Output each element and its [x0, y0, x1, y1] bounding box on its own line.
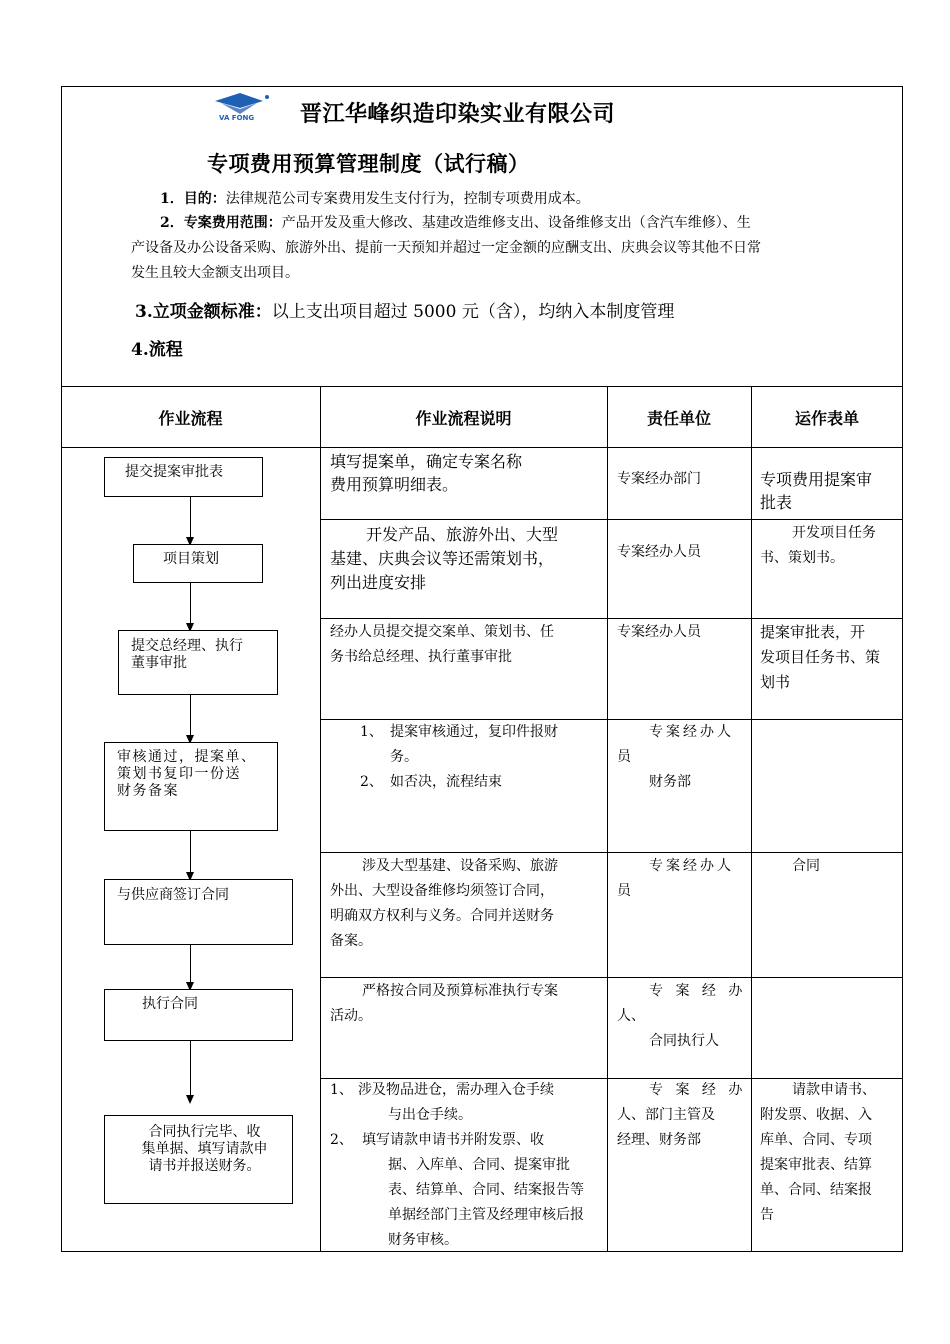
description-item-number: 1、 [360, 724, 383, 740]
unit-line: 人、部门主管及 [617, 1107, 715, 1123]
unit-line: 员 [617, 749, 634, 765]
row4-unit [617, 720, 734, 795]
flow-step-submit-finance [104, 1115, 293, 1204]
row3-unit [617, 620, 701, 645]
row-border-5 [320, 977, 903, 978]
row5-description [330, 854, 558, 954]
description-line: 提案审核通过，复印件报财 [390, 724, 558, 740]
unit-line: 人、 [617, 1008, 645, 1024]
col-header-process: 作业流程 [158, 409, 223, 428]
col-header-forms: 运作表单 [794, 409, 859, 428]
process-heading-number: 4 [131, 340, 143, 360]
description-line: 与出仓手续。 [388, 1107, 472, 1123]
unit-line: 专案经办人员 [617, 544, 701, 560]
row1-description [330, 450, 522, 496]
unit-line: 专 案 经 办 [649, 1082, 747, 1098]
form-line: 提案审批表、结算 [760, 1157, 872, 1173]
company-logo-icon [183, 88, 296, 122]
row3-description [330, 620, 554, 670]
row-border-2 [320, 618, 903, 619]
unit-line: 专 案 经 办 [649, 983, 747, 999]
scope-line-2: 产设备及办公设备采购、旅游外出、提前一天预知并超过一定金额的应酬支出、庆典会议等其他不日常 [131, 240, 761, 256]
description-line: 明确双方权利与义务。合同并送财务 [330, 908, 554, 924]
form-line: 书、策划书。 [760, 550, 844, 566]
scope-label: 2．专案费用范围： [160, 215, 282, 231]
flow-step-execute-contract [104, 989, 293, 1041]
unit-line: 经理、财务部 [617, 1132, 701, 1148]
form-line: 库单、合同、专项 [760, 1132, 872, 1148]
description-line: 据、入库单、合同、提案审批 [388, 1157, 570, 1173]
description-line: 涉及大型基建、设备采购、旅游 [362, 858, 558, 874]
row6-unit [617, 979, 746, 1054]
company-logo [183, 88, 296, 122]
description-line: 开发产品、旅游外出、大型 [366, 525, 559, 544]
description-line: 列出进度安排 [330, 573, 427, 592]
header-row-border [61, 447, 903, 448]
amount-standard-label: 3.立项金额标准： [135, 302, 272, 322]
row4-description [330, 720, 602, 795]
row7-forms [760, 1078, 876, 1228]
form-line: 专项费用提案审 [760, 470, 873, 489]
form-line: 合同 [792, 858, 820, 874]
description-line: 涉及物品进仓，需办理入仓手续 [358, 1082, 554, 1098]
form-line: 告 [760, 1207, 774, 1223]
flow-arrow-1 [190, 497, 191, 544]
row7-description [330, 1078, 602, 1253]
form-line: 划书 [760, 673, 791, 691]
row-border-4 [320, 852, 903, 853]
flow-step-label: 提交提案审批表 [125, 464, 223, 480]
description-line: 活动。 [330, 1008, 372, 1024]
row2-description [330, 523, 558, 595]
row7-unit [617, 1078, 746, 1153]
flow-step-label-line: 策划书复印一份送 [117, 766, 241, 782]
document-title: 专项费用预算管理制度（试行稿） [207, 151, 530, 176]
unit-line: 专案经办部门 [617, 471, 701, 487]
form-line: 请款申请书、 [792, 1082, 876, 1098]
amount-standard-paragraph [135, 300, 674, 325]
unit-line: 专案经办人 [649, 858, 734, 874]
unit-line: 财务部 [649, 774, 691, 790]
form-line: 提案审批表，开 [760, 623, 866, 641]
row1-unit [617, 467, 701, 492]
amount-standard-text: 以上支出项目超过 5000 元（含），均纳入本制度管理 [271, 302, 675, 322]
form-line: 附发票、收据、入 [760, 1107, 872, 1123]
row6-description [330, 979, 558, 1029]
description-item [330, 770, 602, 795]
description-line: 填写请款申请书并附发票、收 [362, 1132, 544, 1148]
form-line: 单、合同、结案报 [760, 1182, 872, 1198]
description-item-number: 2、 [330, 1132, 353, 1148]
scope-text: 产品开发及重大修改、基建改造维修支出、设备维修支出（含汽车维修）、生 [281, 215, 751, 231]
flow-step-label-line: 合同执行完毕、收 [148, 1124, 261, 1140]
flow-step-label: 项目策划 [163, 551, 219, 567]
flow-step-label-line: 董事审批 [131, 655, 187, 671]
flow-step-label-line: 审核通过，提案单、 [117, 749, 257, 765]
flow-step-submit-proposal [104, 457, 263, 497]
flow-step-label-line: 财务备案 [117, 783, 179, 799]
flow-step-label-line: 集单据、填写请款申 [141, 1141, 268, 1157]
flow-step-label: 执行合同 [142, 996, 198, 1012]
row2-forms [760, 521, 876, 571]
description-line: 严格按合同及预算标准执行专案 [362, 983, 558, 999]
row2-unit [617, 540, 701, 565]
purpose-label: 1．目的： [160, 191, 226, 207]
row1-forms [760, 468, 872, 514]
description-item-number: 1、 [330, 1082, 353, 1098]
description-line: 如否决，流程结束 [390, 774, 502, 790]
row5-unit [617, 854, 734, 904]
form-line: 批表 [760, 493, 793, 512]
unit-line: 专案经办人 [649, 724, 734, 740]
description-line: 经办人员提交提交案单、策划书、任 [330, 624, 554, 640]
flow-arrow-2 [190, 583, 191, 630]
description-line: 单据经部门主管及经理审核后报 [388, 1207, 584, 1223]
flow-step-gm-approval [118, 630, 278, 695]
flow-step-label-line: 请书并报送财务。 [148, 1158, 261, 1174]
description-line: 基建、庆典会议等还需策划书， [330, 549, 555, 568]
form-line: 开发项目任务 [792, 525, 876, 541]
purpose-text: 法律规范公司专案费用发生支付行为，控制专项费用成本。 [225, 191, 590, 207]
description-line: 务。 [390, 749, 418, 765]
purpose-paragraph [160, 187, 590, 212]
col-border-3 [751, 386, 752, 1252]
description-line: 外出、大型设备维修均须签订合同， [330, 883, 554, 899]
process-heading-label: .流程 [142, 340, 183, 360]
form-line: 发项目任务书、策 [760, 648, 881, 666]
table-top-border [61, 386, 903, 387]
flow-step-project-planning [133, 544, 263, 583]
unit-line: 员 [617, 883, 634, 899]
scope-line-3: 发生且较大金额支出项目。 [131, 265, 299, 281]
flow-arrow-4 [190, 831, 191, 879]
col-header-description: 作业流程说明 [415, 409, 512, 428]
description-line: 填写提案单，确定专案名称 [330, 452, 523, 471]
unit-line: 专案经办人员 [617, 624, 701, 640]
company-name: 晋江华峰织造印染实业有限公司 [300, 101, 616, 127]
description-item [330, 1128, 602, 1253]
process-heading [131, 338, 183, 363]
unit-line: 合同执行人 [649, 1033, 719, 1049]
description-line: 费用预算明细表。 [330, 475, 459, 494]
description-line: 备案。 [330, 933, 372, 949]
col-border-2 [607, 386, 608, 1252]
description-item-number: 2、 [360, 774, 383, 790]
scope-paragraph [160, 211, 751, 236]
flow-step-file-copy [104, 742, 278, 831]
description-line: 财务审核。 [388, 1232, 458, 1248]
description-item [330, 720, 602, 770]
flow-arrow-5 [190, 945, 191, 989]
description-item [330, 1078, 602, 1128]
description-line: 务书给总经理、执行董事审批 [330, 649, 512, 665]
row5-forms [760, 854, 820, 879]
flow-step-sign-contract [104, 879, 293, 945]
flow-step-label-line: 提交总经理、执行 [131, 638, 243, 654]
row3-forms [760, 620, 880, 695]
col-border-1 [320, 386, 321, 1252]
col-header-unit: 责任单位 [646, 409, 711, 428]
flow-arrow-6 [190, 1041, 191, 1102]
flow-arrow-3 [190, 695, 191, 742]
flow-step-label: 与供应商签订合同 [117, 887, 229, 903]
row-border-1 [320, 519, 903, 520]
svg-text:VA FONG: VA FONG [219, 114, 255, 122]
description-line: 表、结算单、合同、结案报告等 [388, 1182, 584, 1198]
